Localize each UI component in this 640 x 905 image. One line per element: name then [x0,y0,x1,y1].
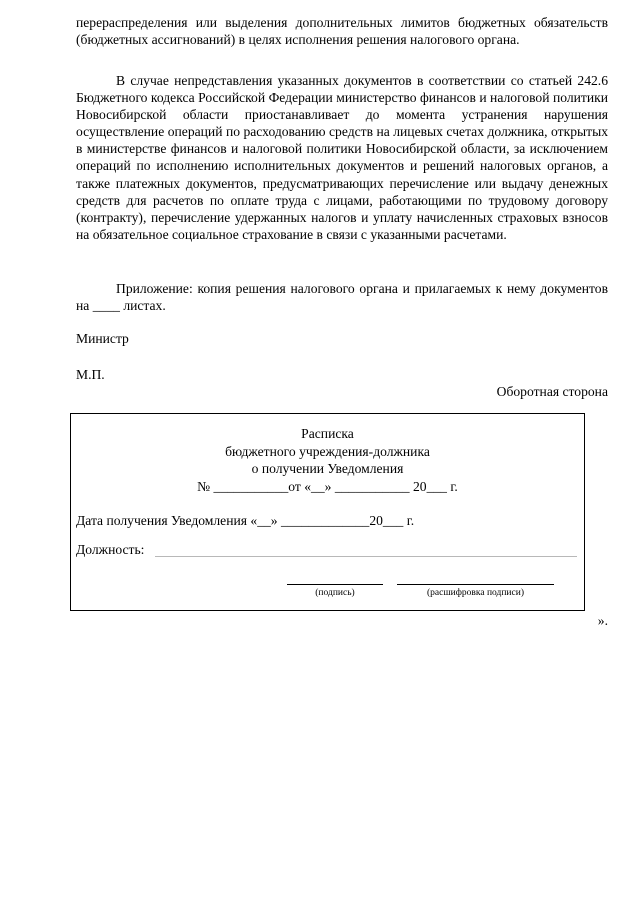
signature-decoding-caption: (расшифровка подписи) [427,588,524,598]
paragraph-attachment [76,280,608,314]
receipt-date-line: Дата получения Уведомления «__» _____________20___ г. [76,513,415,528]
stamp-label: М.П. [76,367,105,382]
closing-quote-mark: ». [597,613,608,628]
receipt-title: Расписка [301,426,354,441]
attachment-text-end: листах. [123,298,166,314]
signature-decoding-line [397,584,554,585]
attachment-pages-blank: ____ [92,298,120,314]
reverse-side-label: Оборотная сторона [496,384,608,399]
signature-caption: (подпись) [315,588,355,598]
attachment-text: Приложение: копия решения налогового органа и прилагаемых к нему документов на [76,281,608,314]
position-label: Должность: [76,542,145,557]
receipt-subtitle-institution: бюджетного учреждения-должника [225,444,430,459]
minister-label: Министр [76,331,129,346]
position-field-line [155,556,577,557]
signature-line [287,584,383,585]
receipt-number-line: № ___________от «__» ___________ 20___ г. [197,479,458,494]
paragraph-suspension: В случае непредставления указанных документов в соответствии со статьей 242.6 Бюджетного кодекса Российской Федерации министерство финансов и налоговой политики Новосибирской области приостанавливает до момента устранения нарушения осуществление операций по расходованию средств на лицевых счетах должника, открытых в министерстве финансов и налоговой политики Новосибирской области, за исключением операций по исполнению исполнительных документов и решений налоговых органов, а также платежных документов, предусматривающих перечисление или выдачу денежных средств для расчетов по оплате труда с лицами, работающими по трудовому договору (контракту), перечисление удержанных налогов и уплату начисленных страховых взносов на обязательное социальное страхование в связи с указанными расчетами. [76,73,608,242]
receipt-subtitle-notice: о получении Уведомления [251,461,404,476]
paragraph-limits: перераспределения или выделения дополнительных лимитов бюджетных обязательств (бюджетных ассигнований) в целях исполнения решения налогового органа. [76,15,608,48]
receipt-box [70,413,585,611]
